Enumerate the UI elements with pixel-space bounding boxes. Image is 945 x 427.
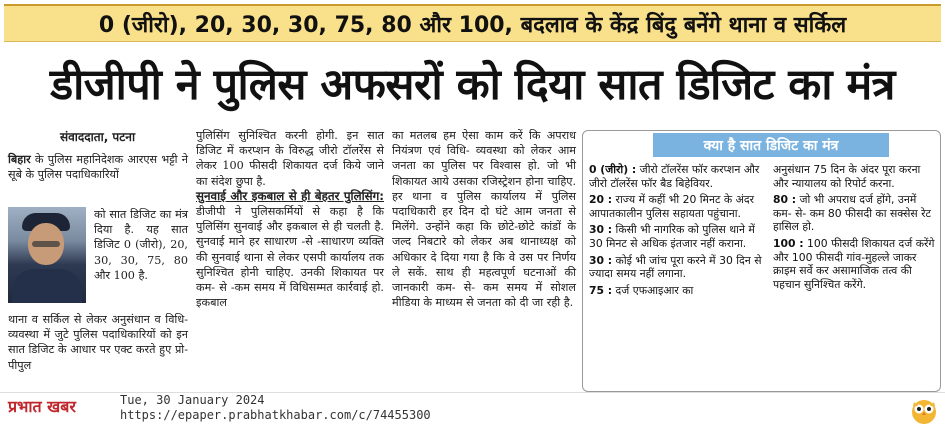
article-col2 <box>196 128 384 310</box>
seven-digit-box <box>582 130 941 392</box>
box-col-left <box>589 163 769 300</box>
owl-icon <box>909 395 939 425</box>
box-item: 30 : किसी भी नागरिक को पुलिस थाने में 30 मिनट से अधिक इंतजार नहीं कराना. <box>589 223 755 250</box>
headline <box>4 52 941 112</box>
kicker-text: 0 (जीरो), 20, 30, 30, 75, 80 और 100, बदलाव के केंद्र बिंदु बनेंगे थाना व सर्किल <box>98 12 847 38</box>
epaper-url[interactable]: https://epaper.prabhatkhabar.com/c/74455300 <box>120 408 431 422</box>
box-item: 30 : कोई भी जांच पूरा करने में 30 दिन से ज्यादा समय नहीं लगाना. <box>589 253 762 281</box>
subheading: सुनवाई और इकबाल से ही बेहतर पुलिसिंग: <box>196 188 384 203</box>
intro-text: के पुलिस महानिदेशक आरएस भट्टी ने सूबे के पुलिस पदाधिकारियों <box>8 153 188 182</box>
col1-photo-block <box>8 207 188 302</box>
kicker-banner <box>4 4 941 42</box>
col1-bottom-text: थाना व सर्किल से लेकर अनुसंधान व विधि-व्यवस्था में जुटे पुलिस पदाधिकारियों को इन सात डिजिट के आधार पर एक्ट करते हुए प्रो-पीपुल <box>8 313 188 372</box>
col2-p1: पुलिसिंग सुनिश्चित करनी होगी. इन सात डिजिट में करप्शन के विरुद्ध जीरो टॉलरेंस से लेकर 100 फीसदी शिकायत दर्ज किये जाने का संदेश छुपा है. <box>196 129 384 188</box>
dateline-bihar: बिहार <box>8 152 31 166</box>
dgp-photo <box>8 207 86 303</box>
edition-date: Tue, 30 January 2024 <box>120 393 265 407</box>
article-col3: का मतलब हम ऐसा काम करें कि अपराध नियंत्रण एवं विधि- व्यवस्था को लेकर आम जनता का पुलिस पर विश्वास हो. जो भी शिकायत आये उसका रजिस्ट्रेशन होना चाहिए. हर थाना व पुलिस कार्यालय में पुलिस पदाधिकारी हर दिन दो घंटे आम जनता से मिलेंगे. उन्होंने कहा कि छोटे-छोटे कांडों के जल्द निबटारे को लेकर अब थानाध्यक्ष को अधिकार दे दिया गया है कि वे उस पर निर्णय ले सकें. साथ ही महत्वपूर्ण घटनाओं की जानकारी कम- से- कम समय में सोशल मीडिया के माध्यम से जनता को दी जा रही है. <box>392 129 576 310</box>
prabhat-khabar-logo[interactable] <box>8 395 104 423</box>
box-item: 20 : राज्य में कहीं भी 20 मिनट के अंदर आपातकालीन पुलिस सहायता पहुंचाना. <box>589 193 754 220</box>
footer <box>0 392 945 427</box>
brand-name: प्रभात खबर <box>8 397 76 416</box>
box-item: 0 (जीरो) : जीरो टॉलरेंस फॉर करप्शन और जीरो टॉलरेंस फॉर बैड बिहेवियर. <box>589 163 760 190</box>
byline: संवाददाता, पटना <box>60 130 136 144</box>
box-title: क्या है सात डिजिट का मंत्र <box>653 133 889 157</box>
box-item: 100 : 100 फीसदी शिकायत दर्ज करेंगे और 100 फीसदी गांव-मुहल्ले जाकर क्राइम सर्वे कर असामाजिक तत्व की पहचान सुनिश्चित करेंगे. <box>773 236 935 291</box>
col1-side-text: को सात डिजिट का मंत्र दिया है. यह सात डिजिट 0 (जीरो), 20, 30, 30, 75, 80 और 100 है. <box>94 208 188 282</box>
col2-p2: डीजीपी ने पुलिसकर्मियों से कहा है कि पुलिसिंग सुनवाई और इकबाल से ही चलती है. सुनवाई माने हर साधारण -से -साधारण व्यक्ति की सुनवाई थाना से लेकर एसपी कार्यालय तक सुनिश्चित होनी चाहिए. उनकी शिकायत पर कम- से -कम समय में विधिसम्मत कार्रवाई हो. इकबाल <box>196 205 384 310</box>
article-col1-intro <box>8 152 188 182</box>
box-item: 80 : जो भी अपराध दर्ज होंगे, उनमें कम- से- कम 80 फीसदी का सक्सेस रेट हासिल हो. <box>773 193 931 234</box>
box-item: अनुसंधान 75 दिन के अंदर पूरा करना और न्यायालय को रिपोर्ट करना. <box>773 163 921 190</box>
box-item: 75 : दर्ज एफआइआर का <box>589 283 694 297</box>
box-col-right <box>773 163 935 294</box>
headline-text: डीजीपी ने पुलिस अफसरों को दिया सात डिजिट का मंत्र <box>50 59 895 110</box>
